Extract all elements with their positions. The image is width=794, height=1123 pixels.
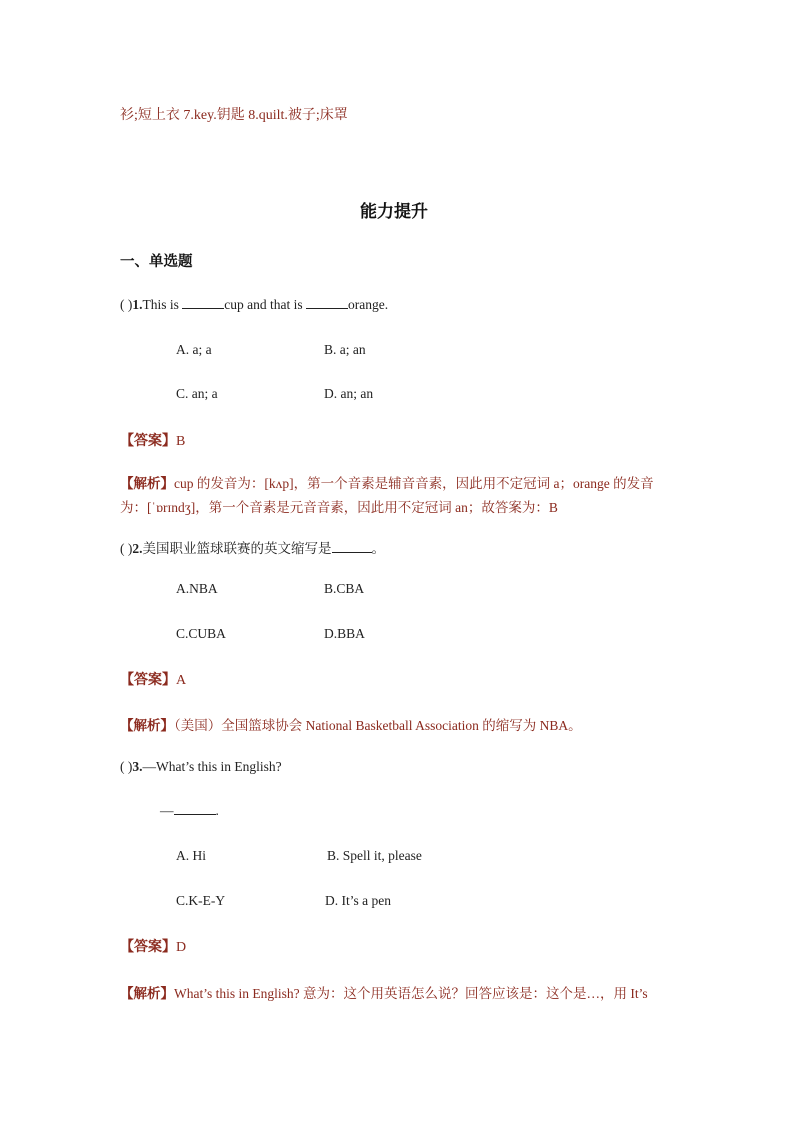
analysis-tag: 【解析】 (120, 986, 174, 1001)
answer-paren: ( ) (120, 297, 133, 312)
answer-line (120, 430, 185, 450)
answer-line (120, 669, 186, 689)
option-a: A. a; a (176, 342, 212, 357)
reply-line (160, 803, 219, 819)
reply-dash: — (160, 803, 174, 818)
reply-end: . (215, 803, 219, 818)
analysis-line (120, 472, 654, 492)
question-text: This is (142, 297, 183, 312)
question-text: —What’s this in English? (142, 759, 282, 774)
analysis-text: （美国）全国篮球协会 National Basketball Association 的缩写为 NBA。 (174, 718, 582, 733)
section-title: 能力提升 (360, 202, 428, 221)
analysis-text: What’s this in English? 意为：这个用英语怎么说？回答应该是：这个是…，用 It’s (174, 986, 648, 1001)
question-number: 2. (132, 541, 143, 556)
option-d: D.BBA (324, 626, 365, 641)
blank-line (332, 551, 372, 553)
analysis-text: cup 的发音为：[kʌp]，第一个音素是辅音音素，因此用不定冠词 a；orange 的发音 (174, 476, 654, 491)
question-1 (120, 297, 388, 313)
option-c: C. an; a (176, 386, 218, 401)
analysis-line (120, 714, 582, 734)
option-b: B. a; an (324, 342, 366, 357)
question-text: orange. (348, 297, 389, 312)
option-c: C.CUBA (176, 626, 226, 641)
option-d: D. It’s a pen (325, 893, 391, 908)
option-a: A. Hi (176, 848, 206, 863)
answer-line (120, 936, 186, 956)
analysis-line (120, 982, 648, 1002)
vocab-line: 衫;短上衣 7.key.钥匙 8.quilt.被子;床罩 (120, 108, 348, 123)
question-text: 美国职业篮球联赛的英文缩写是 (142, 541, 332, 556)
subsection-title: 一、单选题 (120, 254, 193, 270)
answer-value: A (176, 673, 187, 688)
analysis-line: 为：[ˈɒrɪndʒ]，第一个音素是元音音素，因此用不定冠词 an；故答案为：B (120, 500, 558, 515)
question-2 (120, 537, 385, 557)
analysis-tag: 【解析】 (120, 476, 174, 491)
option-c: C.K-E-Y (176, 893, 226, 908)
answer-tag: 【答案】 (120, 434, 176, 449)
question-number: 3. (132, 759, 143, 774)
blank-line (182, 307, 224, 309)
answer-value: B (176, 434, 186, 449)
option-b: B.CBA (324, 581, 365, 596)
answer-paren: ( ) (120, 759, 133, 774)
option-d: D. an; an (324, 386, 374, 401)
answer-tag: 【答案】 (120, 940, 176, 955)
question-number: 1. (132, 297, 143, 312)
option-a: A.NBA (176, 581, 218, 596)
blank-line (174, 813, 216, 815)
analysis-tag: 【解析】 (120, 718, 174, 733)
answer-paren: ( ) (120, 541, 133, 556)
question-3 (120, 759, 282, 775)
question-text: cup and that is (224, 297, 306, 312)
option-b: B. Spell it, please (327, 848, 422, 863)
answer-value: D (176, 940, 187, 955)
blank-line (306, 307, 348, 309)
answer-tag: 【答案】 (120, 673, 176, 688)
question-text: 。 (371, 541, 385, 556)
